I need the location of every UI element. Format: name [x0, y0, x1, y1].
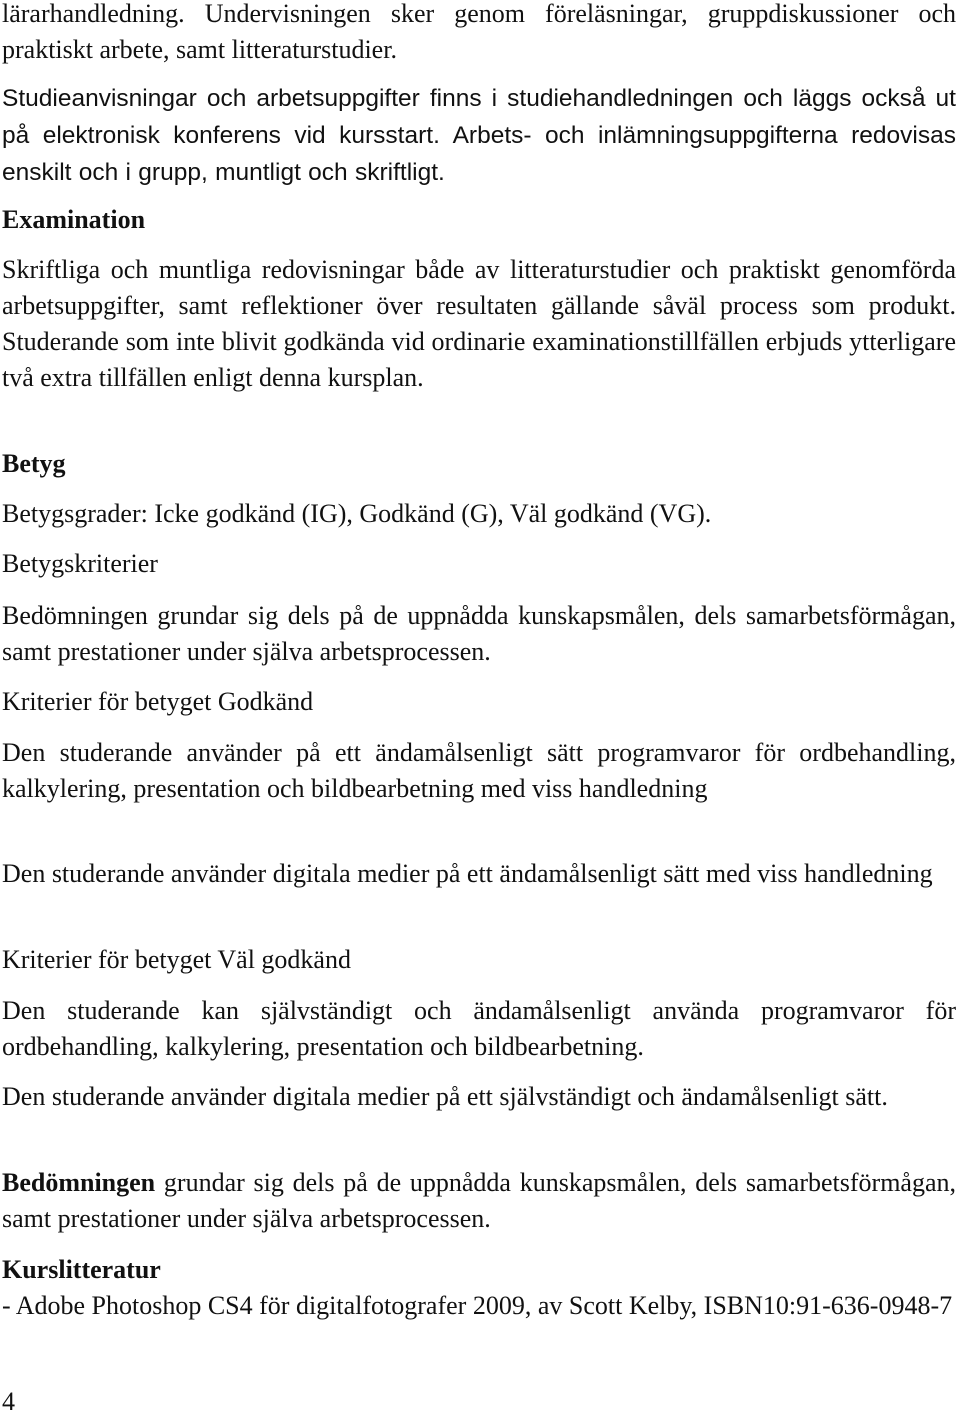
reexamination-text: Studerande som inte blivit godkända vid ordinarie examinationstillfällen erbjuds ytterligare två extra tillfällen enligt denna kursplan.	[2, 327, 956, 392]
page-number: 4	[2, 1387, 15, 1416]
pass-criteria-heading: Kriterier för betyget Godkänd	[2, 687, 314, 716]
assessment-lead-word: Bedömningen	[2, 1168, 156, 1197]
course-literature-heading: Kurslitteratur	[2, 1255, 161, 1284]
examination-text: Skriftliga och muntliga redovisningar både av litteraturstudier och praktiskt genomförda arbetsuppgifter, samt reflektioner över resultaten gällande såväl process som produkt.	[2, 255, 956, 320]
course-literature-item: - Adobe Photoshop CS4 för digitalfotografer 2009, av Scott Kelby, ISBN10:91-636-0948-7	[2, 1291, 953, 1320]
assessment-rest-text: grundar sig dels på de uppnådda kunskapsmålen, dels samarbetsförmågan, samt prestationer under själva arbetsprocessen.	[2, 1168, 956, 1233]
distinction-criterion-digital-media: Den studerande använder digitala medier på ett självständigt och ändamålsenligt sätt.	[2, 1082, 888, 1111]
paragraph-assessment-basis-repeat	[2, 1165, 956, 1237]
teaching-text: lärarhandledning. Undervisningen sker genom föreläsningar, gruppdiskussioner och praktiskt arbete, samt litteraturstudier.	[2, 0, 956, 64]
paragraph-assessment-basis: Bedömningen grundar sig dels på de uppnådda kunskapsmålen, dels samarbetsförmågan, samt prestationer under själva arbetsprocessen.	[2, 601, 956, 666]
pass-criterion-software: Den studerande använder på ett ändamålsenligt sätt programvaror för ordbehandling, kalkylering, presentation och bildbearbetning med viss handledning	[2, 738, 956, 803]
grading-criteria-heading: Betygskriterier	[2, 549, 158, 578]
distinction-criteria-heading: Kriterier för betyget Väl godkänd	[2, 945, 351, 974]
pass-criterion-digital-media: Den studerande använder digitala medier på ett ändamålsenligt sätt med viss handledning	[2, 859, 933, 888]
paragraph-teaching	[2, 0, 956, 68]
grade-levels: Betygsgrader: Icke godkänd (IG), Godkänd (G), Väl godkänd (VG).	[2, 499, 712, 528]
paragraph-study-instructions	[2, 80, 956, 191]
examination-heading: Examination	[2, 205, 146, 234]
assignments-text: Arbets- och inlämningsuppgifterna redovisas enskilt och i grupp, muntligt och skriftligt.	[2, 122, 956, 186]
distinction-criterion-software: Den studerande kan självständigt och ändamålsenligt använda programvaror för ordbehandling, kalkylering, presentation och bildbearbetning.	[2, 996, 956, 1061]
study-instructions-text: Studieanvisningar och arbetsuppgifter finns i studiehandledningen och läggs också ut på elektronisk konferens vid kursstart.	[2, 85, 956, 149]
grade-heading: Betyg	[2, 449, 66, 478]
paragraph-examination	[2, 252, 956, 396]
